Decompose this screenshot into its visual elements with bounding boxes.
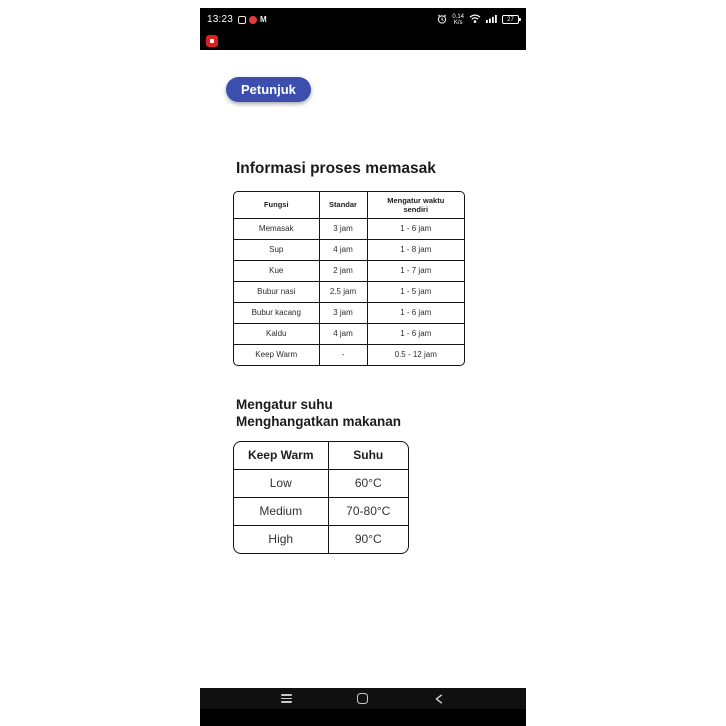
table-row (234, 525, 408, 553)
table-cell: 1 - 5 jam (367, 281, 464, 302)
cooking-info-table-grid (234, 192, 464, 365)
keep-warm-table (233, 441, 409, 554)
table-cell: Kaldu (234, 323, 319, 344)
temperature-title (236, 396, 401, 430)
table-row (234, 260, 464, 281)
temperature-title-line2: Menghangatkan makanan (236, 414, 402, 429)
status-bar-left (207, 14, 267, 25)
wifi-icon (469, 11, 481, 29)
petunjuk-chip-button[interactable]: Petunjuk (226, 77, 311, 102)
battery-icon (502, 15, 519, 24)
table-cell: Keep Warm (234, 344, 319, 365)
table-cell: 70-80°C (328, 497, 408, 525)
notification-strip (200, 31, 526, 50)
gesture-bar-area (200, 709, 526, 726)
table-cell: - (319, 344, 367, 365)
cooking-info-title: Informasi proses memasak (236, 160, 436, 177)
battery-percent: 27 (507, 16, 514, 23)
table-cell: Bubur kacang (234, 302, 319, 323)
table-row (234, 281, 464, 302)
clock-time: 13:23 (207, 14, 234, 25)
table-cell: High (234, 525, 328, 553)
home-nav-icon[interactable] (357, 693, 368, 704)
table-row (234, 239, 464, 260)
temperature-title-line1: Mengatur suhu (236, 397, 333, 412)
table-row (234, 344, 464, 365)
status-bar (200, 8, 526, 31)
notification-icons (238, 16, 267, 24)
table-cell: 90°C (354, 532, 382, 547)
table-cell: Kue (234, 260, 319, 281)
network-speed-value: 0.14 (452, 13, 464, 20)
table-cell: 1 - 6 jam (367, 218, 464, 239)
red-app-icon (206, 35, 218, 47)
table-cell: 1 - 8 jam (367, 239, 464, 260)
table-row (234, 469, 408, 497)
table-cell: 1 - 6 jam (367, 302, 464, 323)
app-notification-icon: M (260, 14, 267, 24)
page-content (200, 50, 526, 688)
table-row (234, 497, 408, 525)
status-bar-right (437, 11, 519, 29)
alarm-icon (437, 11, 447, 29)
table-cell: 1 - 6 jam (367, 323, 464, 344)
menu-nav-icon[interactable] (281, 694, 292, 703)
table-row (234, 302, 464, 323)
keep-warm-table-grid (234, 442, 408, 553)
navigation-row (200, 688, 526, 709)
table-header-row (234, 192, 464, 218)
app-notification-icon (238, 16, 246, 24)
cooking-info-table (233, 191, 465, 366)
table-cell: 4 jam (319, 239, 367, 260)
table-cell: Low (234, 469, 328, 497)
table-cell: 60°C (328, 469, 408, 497)
app-notification-icon (249, 16, 257, 24)
back-nav-icon[interactable] (433, 693, 445, 705)
signal-icon (486, 11, 497, 29)
table-cell: 0.5 - 12 jam (394, 350, 437, 360)
table-header-cell: Mengatur waktu sendiri (367, 192, 464, 218)
table-cell: 2.5 jam (319, 281, 367, 302)
table-cell: Sup (234, 239, 319, 260)
table-cell: 1 - 7 jam (367, 260, 464, 281)
table-header-cell: Keep Warm (234, 442, 328, 469)
navigation-bar (200, 688, 526, 726)
table-header-cell: Standar (319, 192, 367, 218)
network-speed-unit: K/s (453, 19, 463, 26)
table-row (234, 218, 464, 239)
table-row (234, 323, 464, 344)
table-cell: 3 jam (319, 218, 367, 239)
phone-screenshot (200, 8, 526, 726)
table-cell: 2 jam (319, 260, 367, 281)
table-cell: Memasak (234, 218, 319, 239)
table-header-row (234, 442, 408, 469)
table-header-cell: Fungsi (234, 192, 319, 218)
table-cell: 3 jam (319, 302, 367, 323)
table-cell: Medium (234, 497, 328, 525)
network-speed (452, 14, 464, 26)
table-cell: Bubur nasi (234, 281, 319, 302)
table-header-cell: Suhu (328, 442, 408, 469)
table-cell: 4 jam (319, 323, 367, 344)
